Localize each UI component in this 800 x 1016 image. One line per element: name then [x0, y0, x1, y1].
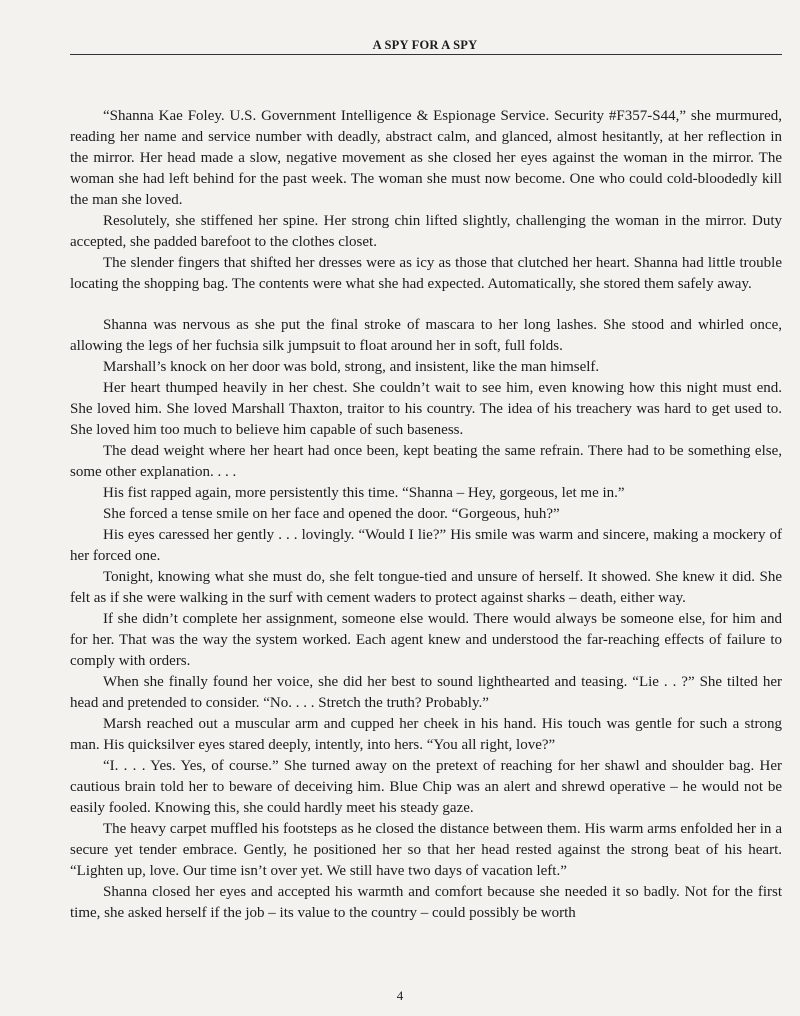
paragraph: His eyes caressed her gently . . . lovingly. “Would I lie?” His smile was warm and sincere, making a mockery of her forced one. [70, 527, 782, 564]
page-number: 4 [396, 988, 404, 1003]
paragraph: Tonight, knowing what she must do, she felt tongue-tied and unsure of herself. It showed. She knew it did. She felt as if she were walking in the surf with cement waders to protect against sharks – death, either way. [70, 569, 782, 606]
paragraph: The slender fingers that shifted her dresses were as icy as those that clutched her heart. Shanna had little trouble locating the shopping bag. The contents were what she had expected. Automatically, she stored them safely away. [70, 255, 782, 292]
running-header: A SPY FOR A SPY [372, 38, 478, 52]
paragraph: Marsh reached out a muscular arm and cupped her cheek in his hand. His touch was gentle for such a strong man. His quicksilver eyes stared deeply, intently, into hers. “You all right, love?” [70, 716, 782, 753]
paragraph: “Shanna Kae Foley. U.S. Government Intelligence & Espionage Service. Security #F357-S44,” she murmured, reading her name and service number with deadly, abstract calm, and glanced, almost hesitantly, at her reflection in the mirror. Her head made a slow, negative movement as she closed her eyes against the woman in the mirror. The woman she had left behind for the past week. The woman she must now become. One who could cold-bloodedly kill the man she loved. [70, 108, 782, 208]
paragraph: The heavy carpet muffled his footsteps as he closed the distance between them. His warm arms enfolded her in a secure yet tender embrace. Gently, he positioned her so that her head rested against the strong beat of his heart. “Lighten up, love. Our time isn’t over yet. We still have two days of vacation left.” [70, 821, 782, 879]
paragraph: If she didn’t complete her assignment, someone else would. There would always be someone else, for him and for her. That was the way the system worked. Each agent knew and understood the far-reaching effects of failure to comply with orders. [70, 611, 782, 669]
paragraph: Shanna closed her eyes and accepted his warmth and comfort because she needed it so badly. Not for the first time, she asked herself if the job – its value to the country – could possibly be worth [70, 884, 782, 921]
paragraph: She forced a tense smile on her face and opened the door. “Gorgeous, huh?” [103, 506, 560, 522]
paragraph: When she finally found her voice, she did her best to sound lighthearted and teasing. “Lie . . ?” She tilted her head and pretended to consider. “No. . . . Stretch the truth? Probably.” [70, 674, 782, 711]
paragraph: Shanna was nervous as she put the final stroke of mascara to her long lashes. She stood and whirled once, allowing the legs of her fuchsia silk jumpsuit to float around her in soft, full folds. [70, 317, 782, 354]
paragraph: Marshall’s knock on her door was bold, strong, and insistent, like the man himself. [103, 359, 600, 375]
paragraph: Resolutely, she stiffened her spine. Her strong chin lifted slightly, challenging the woman in the mirror. Duty accepted, she padded barefoot to the clothes closet. [70, 213, 782, 250]
header-rule [70, 54, 782, 55]
body-text [70, 106, 782, 924]
paragraph: “I. . . . Yes. Yes, of course.” She turned away on the pretext of reaching for her shawl and shoulder bag. Her cautious brain told her to beware of deceiving him. Blue Chip was an alert and shrewd operative – he would not be easily fooled. Knowing this, she could hardly meet his steady gaze. [70, 758, 782, 816]
paragraph: His fist rapped again, more persistently this time. “Shanna – Hey, gorgeous, let me in.” [103, 485, 625, 501]
paragraph: Her heart thumped heavily in her chest. She couldn’t wait to see him, even knowing how this night must end. She loved him. She loved Marshall Thaxton, traitor to his country. The idea of his treachery was hard to get used to. She loved him too much to believe him capable of such baseness. [70, 380, 782, 438]
paragraph: The dead weight where her heart had once been, kept beating the same refrain. There had to be something else, some other explanation. . . . [70, 443, 782, 480]
